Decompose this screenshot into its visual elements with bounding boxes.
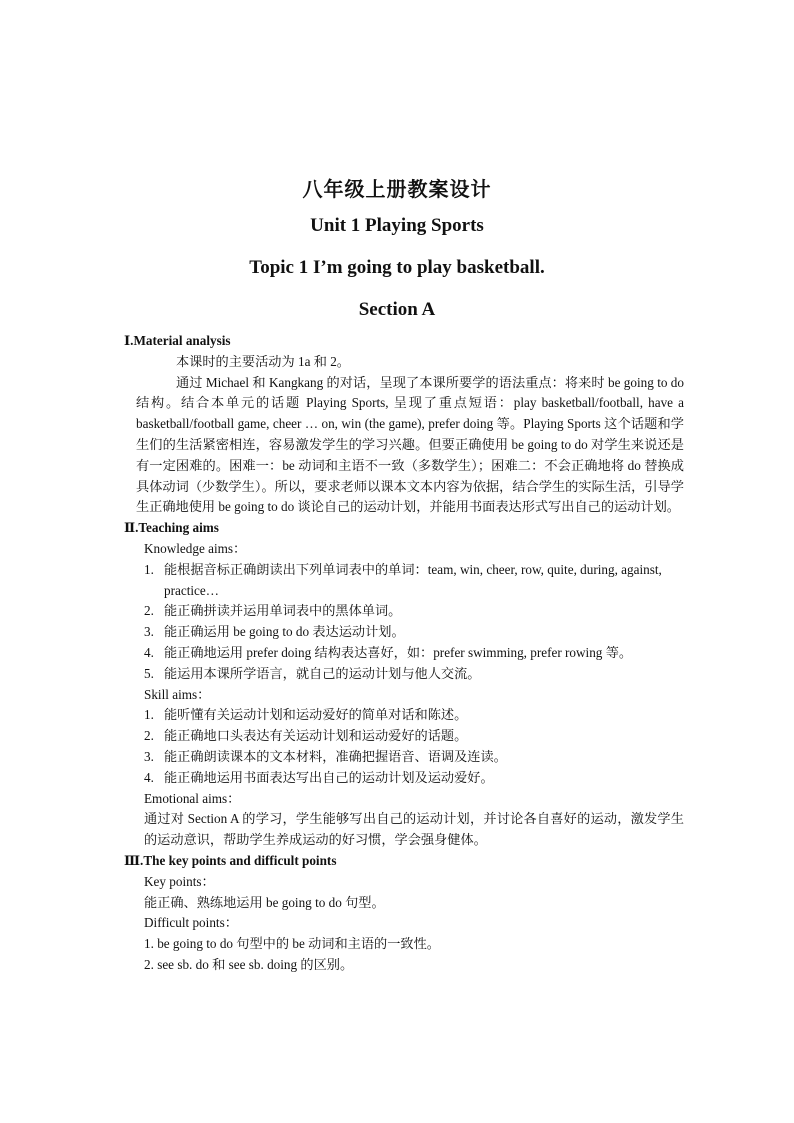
item-text: 能正确地口头表达有关运动计划和运动爱好的话题。: [164, 728, 468, 744]
item-text: 能正确运用 be going to do 表达运动计划。: [164, 624, 405, 640]
skill-aims-label: Skill aims：: [144, 686, 211, 702]
list-item: [144, 747, 684, 768]
paragraph: 本课时的主要活动为 1a 和 2。: [176, 353, 350, 369]
knowledge-aims-label: Knowledge aims：: [144, 540, 247, 556]
section-title: Section A: [358, 299, 436, 320]
item-number: 1.: [144, 707, 154, 723]
item-text: 能运用本课所学语言，就自己的运动计划与他人交流。: [164, 665, 481, 681]
item-number: 2.: [144, 728, 154, 744]
item-number: 2.: [144, 603, 154, 619]
item-text: 能根据音标正确朗读出下列单词表中的单词：team, win, cheer, row, quite, during, against, practice…: [164, 561, 662, 598]
item-number: 3.: [144, 748, 154, 764]
knowledge-aims-list: [144, 560, 684, 685]
unit-title: Unit 1 Playing Sports: [310, 215, 484, 236]
list-item: [144, 622, 684, 643]
difficult-points-label: Difficult points：: [144, 915, 238, 931]
list-item: [144, 601, 684, 622]
item-number: 1.: [144, 561, 154, 577]
skill-aims-list: [144, 705, 684, 788]
key-points-label: Key points：: [144, 873, 215, 889]
list-item: [144, 643, 684, 664]
section-heading-key-difficult-points: [124, 851, 684, 872]
difficult-point-item: 2. see sb. do 和 see sb. doing 的区别。: [144, 956, 354, 972]
emotional-aims-text: 通过对 Section A 的学习，学生能够写出自己的运动计划，并讨论各自喜好的运动，激发学生的运动意识，帮助学生养成运动的好习惯，学会强身健体。: [144, 811, 684, 848]
section-heading-text: Material analysis: [133, 333, 231, 348]
item-text: 能正确朗读课本的文本材料，准确把握语音、语调及连读。: [164, 748, 507, 764]
material-analysis-content: [136, 352, 684, 518]
document-body: [124, 331, 684, 976]
key-points-content: [144, 872, 684, 976]
list-item: [144, 705, 684, 726]
difficult-point-item: 1. be going to do 句型中的 be 动词和主语的一致性。: [144, 936, 440, 952]
section-heading-material-analysis: [124, 331, 684, 352]
item-text: 能听懂有关运动计划和运动爱好的简单对话和陈述。: [164, 707, 468, 723]
list-item: [144, 768, 684, 789]
topic-title: Topic 1 I’m going to play basketball.: [249, 257, 545, 278]
section-heading-text: The key points and difficult points: [143, 852, 337, 868]
list-item: [144, 664, 684, 685]
list-item: [144, 726, 684, 747]
item-number: 4.: [144, 644, 154, 660]
document-title: 八年级上册教案设计: [302, 179, 492, 201]
item-number: 5.: [144, 665, 154, 681]
section-number: Ⅰ.: [124, 333, 134, 348]
teaching-aims-content: [144, 539, 684, 851]
section-number: Ⅱ.: [124, 520, 139, 536]
item-text: 能正确拼读并运用单词表中的黑体单词。: [164, 603, 402, 619]
item-number: 3.: [144, 624, 154, 640]
key-points-text: 能正确、熟练地运用 be going to do 句型。: [144, 894, 385, 910]
emotional-aims-label: Emotional aims：: [144, 790, 241, 806]
section-heading-teaching-aims: [124, 518, 684, 539]
paragraph: 通过 Michael 和 Kangkang 的对话，呈现了本课所要学的语法重点：将来时 be going to do 结构。结合本单元的话题 Playing Sports, 呈现了重点短语：play basketball/football, have a basketball/football game, cheer … on, win (the game), prefer doing 等。Playing Sports 这个话题和学生们的生活紧密相连，容易激发学生的学习兴趣。但要正确使用 be going to do 对学生来说还是有一定困难的。困难一：be 动词和主语不一致（多数学生）；困难二：不会正确地将 do 替换成具体动词（少数学生）。所以，要求老师以课本文本内容为依据，结合学生的实际生活，引导学生正确地使用 be going to do 谈论自己的运动计划，并能用书面表达形式写出自己的运动计划。: [136, 374, 684, 515]
item-text: 能正确地运用书面表达写出自己的运动计划及运动爱好。: [164, 769, 494, 785]
item-text: 能正确地运用 prefer doing 结构表达喜好，如：prefer swimming, prefer rowing 等。: [164, 644, 633, 660]
section-number: Ⅲ.: [124, 852, 144, 868]
list-item: [144, 560, 684, 602]
section-heading-text: Teaching aims: [138, 520, 219, 536]
item-number: 4.: [144, 769, 154, 785]
